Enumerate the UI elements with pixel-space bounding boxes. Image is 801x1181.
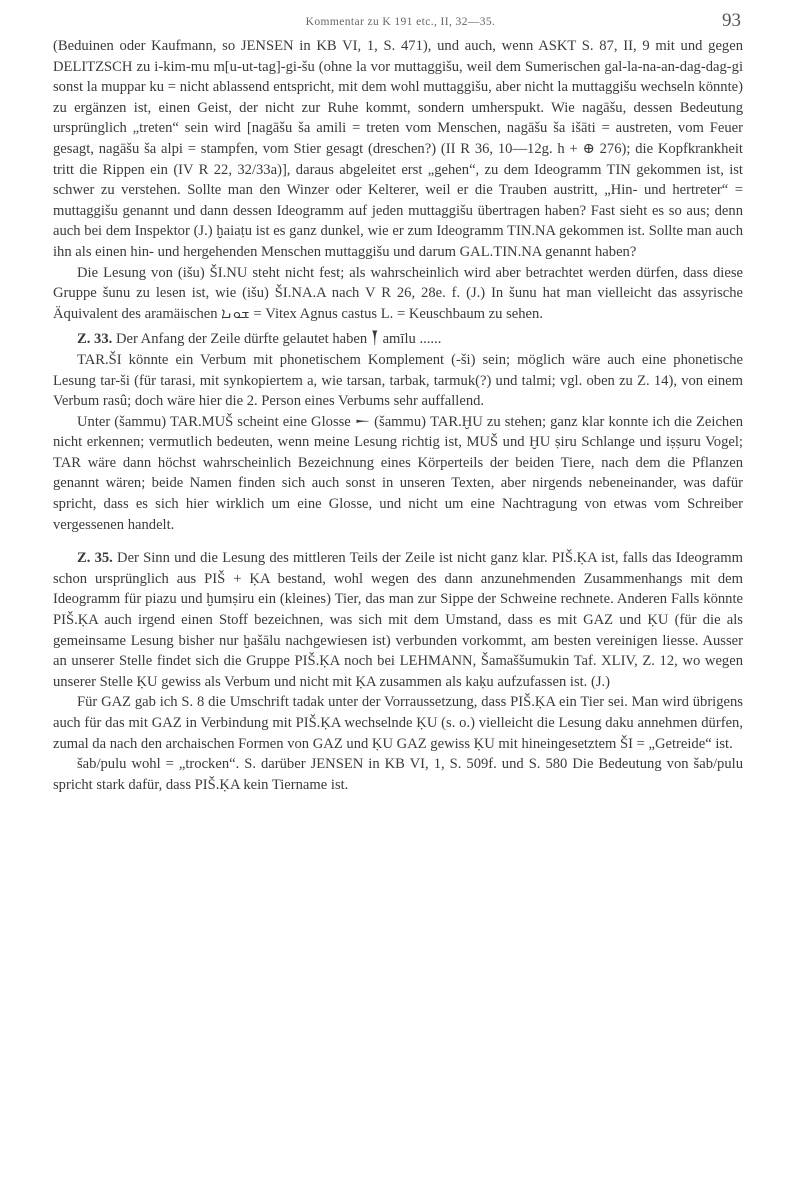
paragraph: Für GAZ gab ich S. 8 die Umschrift tadak unter der Vorraussetzung, dass PIŠ.ḲA ein Tier sei. Man wird übrigens auch für das mit GAZ in Verbindung mit PIŠ.ḲA wechselnde ḲU (s. o.) vielleicht die Lesung daku annehmen dürfen, zumal da nach den archaischen Formen von GAZ und ḲU GAZ gewiss ḲU mit hineingesetztem ŠI = „Getreide“ ist.	[53, 694, 743, 752]
paragraph: (Beduinen oder Kaufmann, so JENSEN in KB VI, 1, S. 471), und auch, wenn ASKT S. 87, II, 9 mit und gegen DELITZSCH zu i-kim-mu m[u-ut-tag]-gi-šu (ohne la vor muttaggišu, weil dem Sumerischen gal-la-na-an-dag-dag-gi sonst la muppar ku = nicht ablassend entspricht, mit dem wohl muttaggišu, aber nicht la muttaggišu wechseln könnte) zu ergänzen ist, einen Geist, der nicht zur Ruhe kommt, sondern umherspukt. Wie nagāšu, dessen Bedeutung ursprünglich „treten“ sein wird [nagāšu ša amili = treten vom Menschen, nagāšu ša išāti = austreten, vom Feuer gesagt, nagāšu ša alpi = stampfen, vom Stier gesagt (dreschen?) (II R 36, 10—12g. h + ⊕ 276); die Kopfkrankheit tritt die Rippen ein (IV R 22, 32/33a)], daraus abgeleitet erst „gehen“, zu dem Ideogramm TIN gekommen ist, ist schwer zu verstehen. Sollte man den Winzer oder Kelterer, weil er die Trauben austritt, „Hin- und hertreter“ = muttaggišu genannt und dann dessen Ideogramm auf jeden muttaggišu übertragen haben? Fast sieht es so aus; denn auch bei dem Inspektor (J.) ḫaiaṭu ist es ganz dunkel, wie er zum Ideogramm TIN.NA gekommen ist. Sollte man auch ihn als einen hin- und hergehenden Menschen muttaggišu und darum GAL.TIN.NA genannt haben?	[53, 38, 743, 260]
body-text	[53, 36, 743, 795]
running-head: Kommentar zu K 191 etc., II, 32—35.	[305, 16, 496, 28]
paragraph: Die Lesung von (išu) ŠI.NU steht nicht fest; als wahrscheinlich wird aber betrachtet werden dürfen, dass diese Gruppe šunu zu lesen ist, wie (išu) ŠI.NA.A nach V R 26, 28e. f. (J.) In šunu hat man vielleicht das assyrische Äquivalent des aramäischen ܫܘܢܐ = Vitex Agnus castus L. = Keuschbaum zu sehen.	[53, 264, 743, 322]
paragraph	[53, 329, 743, 350]
paragraph: šab/pulu wohl = „trocken“. S. darüber JENSEN in KB VI, 1, S. 509f. und S. 580 Die Bedeutung von šab/pulu spricht stark dafür, dass PIŠ.ḲA kein Tiername ist.	[53, 756, 743, 793]
paragraph: TAR.ŠI könnte ein Verbum mit phonetischem Komplement (-ši) sein; möglich wäre auch eine phonetische Lesung tar-ši (für tarasi, mit synkopiertem a, wie tarsan, tarbak, tarmuk(?) und talmi; vgl. oben zu Z. 14), von einem Verbum rasû; doch wäre hier die 2. Person eines Verbums sehr auffallend.	[53, 351, 743, 410]
paragraph-text: Der Anfang der Zeile dürfte gelautet haben 𒐕 amīlu ......	[115, 331, 442, 348]
section-mark: Z. 35.	[77, 550, 113, 567]
paragraph-text: Der Sinn und die Lesung des mittleren Teils der Zeile ist nicht ganz klar. PIŠ.ḲA ist, falls das Ideogramm schon ursprünglich aus PIŠ + ḲA bestand, wohl wegen des dann anzunehmenden Zusammenhangs mit dem Ideogramm für piazu und ḫumṣiru ein (kleines) Tier, das man zur Sippe der Schweine rechnete. Anderen Falls könnte PIŠ.ḲA auch irgend einen Stoff bezeichnen, was sich mit dem Umstand, dass es mit GAZ und ḲU (für die als gemeinsame Lesung bisher nur ḫašālu nachgewiesen ist) verbunden vorkommt, am besten vereinigen liesse. Ausser an unserer Stelle findet sich die Gruppe PIŠ.ḲA noch bei LEHMANN, Šamaššumukin Taf. XLIV, Z. 12, wo wegen unserer Stelle ḲU gewiss als Verbum und nicht mit ḲA zusammen als kaḳu aufzufassen ist. (J.)	[53, 550, 743, 690]
paragraph	[53, 548, 743, 692]
page-number: 93	[722, 10, 741, 31]
page-header	[0, 10, 801, 38]
section-mark: Z. 33.	[77, 331, 113, 348]
paragraph: Unter (šammu) TAR.MUŠ scheint eine Glosse 𒀸 (šammu) TAR.ḪU zu stehen; ganz klar konnte ich die Zeichen nicht erkennen; vermutlich bedeuten, wenn meine Lesung richtig ist, MUŠ und ḪU ṣiru Schlange und iṣṣuru Vogel; TAR wäre dann höchst wahrscheinlich Bezeichnung eines Körperteils der beiden Tiere, nach dem die Pflanzen genannt wären; beide Namen finden sich auch sonst in unseren Texten, aber nirgends nebeneinander, was dafür spricht, dass es sich hier wirklich um eine Glosse, und nicht um eine Nachtragung von etwas vom Schreiber vergessenen handelt.	[53, 413, 743, 533]
